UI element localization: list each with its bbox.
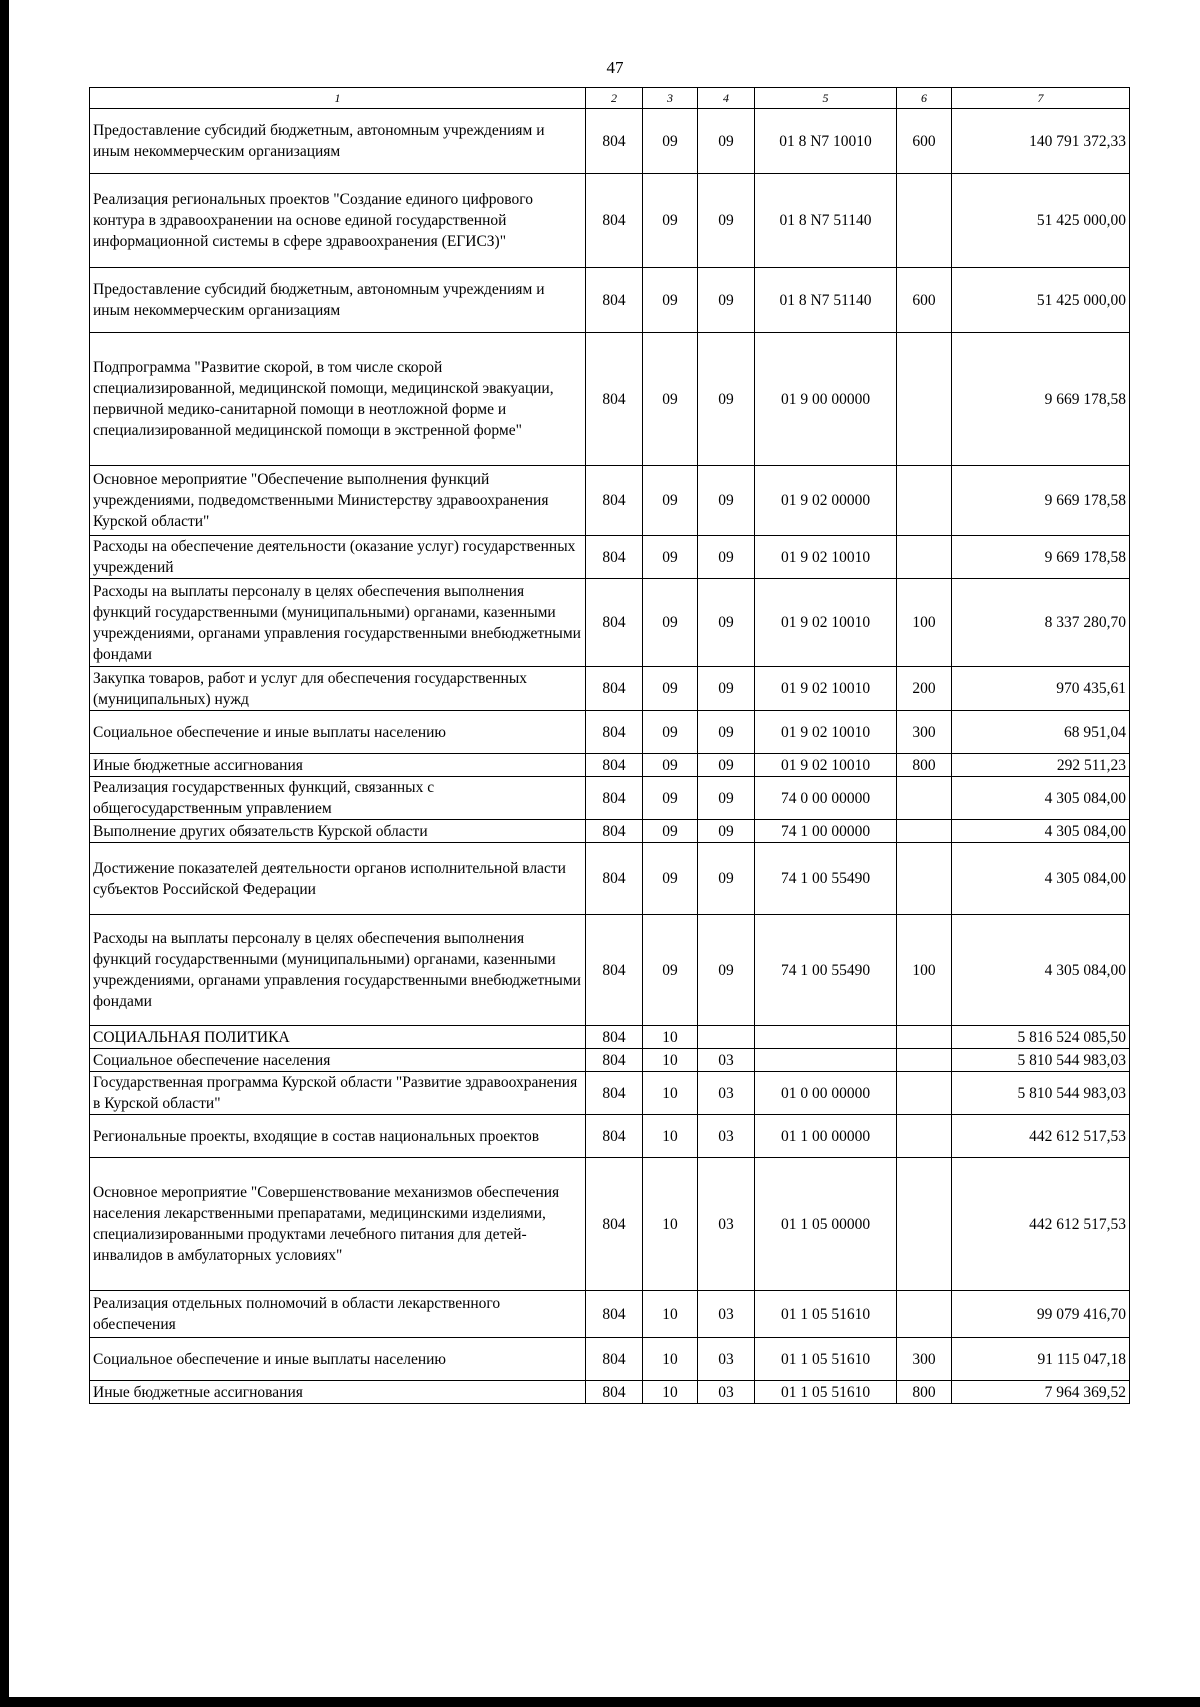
row-name: Социальное обеспечение и иные выплаты населению: [90, 711, 586, 754]
table-row: [90, 1026, 1130, 1049]
row-section: 09: [643, 711, 698, 754]
row-section: 10: [643, 1026, 698, 1049]
row-subsection: 09: [698, 333, 755, 466]
row-name: Выполнение других обязательств Курской области: [90, 820, 586, 843]
row-name: Предоставление субсидий бюджетным, автономным учреждениям и иным некоммерческим организациям: [90, 109, 586, 174]
row-amount: 91 115 047,18: [952, 1338, 1130, 1381]
row-name: Основное мероприятие "Совершенствование механизмов обеспечения населения лекарственными препаратами, медицинскими изделиями, специализированными продуктами лечебного питания для детей-инвалидов в амбулаторных условиях": [90, 1158, 586, 1291]
row-section: 09: [643, 915, 698, 1026]
table-row: [90, 174, 1130, 268]
row-name: Социальное обеспечение и иные выплаты населению: [90, 1338, 586, 1381]
row-subsection: 03: [698, 1338, 755, 1381]
row-subsection: 09: [698, 174, 755, 268]
row-expense-type: [897, 1291, 952, 1338]
header-cell: 1: [90, 88, 586, 109]
row-subsection: 03: [698, 1072, 755, 1115]
row-subsection: 09: [698, 466, 755, 536]
row-expense-type: 300: [897, 1338, 952, 1381]
row-amount: 99 079 416,70: [952, 1291, 1130, 1338]
row-section: 09: [643, 536, 698, 579]
table-row: [90, 915, 1130, 1026]
row-section: 09: [643, 843, 698, 915]
table-row: [90, 1338, 1130, 1381]
row-amount: 140 791 372,33: [952, 109, 1130, 174]
row-target-article: 01 0 00 00000: [755, 1072, 897, 1115]
row-subsection: 03: [698, 1381, 755, 1404]
row-target-article: 01 1 05 51610: [755, 1338, 897, 1381]
row-expense-type: [897, 174, 952, 268]
row-subsection: 09: [698, 109, 755, 174]
header-cell: 7: [952, 88, 1130, 109]
row-target-article: 01 9 02 10010: [755, 536, 897, 579]
row-subsection: 09: [698, 820, 755, 843]
row-target-article: [755, 1049, 897, 1072]
row-name: СОЦИАЛЬНАЯ ПОЛИТИКА: [90, 1026, 586, 1049]
row-expense-type: [897, 536, 952, 579]
row-amount: 4 305 084,00: [952, 843, 1130, 915]
row-expense-type: [897, 466, 952, 536]
row-section: 10: [643, 1158, 698, 1291]
row-admin-code: 804: [586, 466, 643, 536]
table-row: [90, 466, 1130, 536]
row-section: 09: [643, 820, 698, 843]
row-expense-type: [897, 1115, 952, 1158]
row-admin-code: 804: [586, 820, 643, 843]
row-subsection: 09: [698, 843, 755, 915]
row-target-article: [755, 1026, 897, 1049]
table-row: [90, 667, 1130, 711]
row-expense-type: 600: [897, 109, 952, 174]
row-target-article: 74 1 00 00000: [755, 820, 897, 843]
row-target-article: 01 9 02 00000: [755, 466, 897, 536]
row-expense-type: 200: [897, 667, 952, 711]
row-name: Расходы на выплаты персоналу в целях обеспечения выполнения функций государственными (муниципальными) органами, казенными учреждениями, органами управления государственными внебюджетными фондами: [90, 579, 586, 667]
row-section: 09: [643, 579, 698, 667]
row-target-article: 01 1 05 00000: [755, 1158, 897, 1291]
table-row: [90, 820, 1130, 843]
row-subsection: 09: [698, 777, 755, 820]
row-section: 09: [643, 109, 698, 174]
table-row: [90, 1291, 1130, 1338]
row-target-article: 01 8 N7 10010: [755, 109, 897, 174]
row-admin-code: 804: [586, 1026, 643, 1049]
row-subsection: 03: [698, 1158, 755, 1291]
table-row: [90, 109, 1130, 174]
row-amount: 9 669 178,58: [952, 333, 1130, 466]
row-name: Расходы на обеспечение деятельности (оказание услуг) государственных учреждений: [90, 536, 586, 579]
row-amount: 5 810 544 983,03: [952, 1072, 1130, 1115]
row-name: Государственная программа Курской области "Развитие здравоохранения в Курской области": [90, 1072, 586, 1115]
row-subsection: 09: [698, 268, 755, 333]
row-target-article: 01 9 02 10010: [755, 711, 897, 754]
row-admin-code: 804: [586, 109, 643, 174]
row-amount: 970 435,61: [952, 667, 1130, 711]
row-subsection: 09: [698, 711, 755, 754]
row-amount: 442 612 517,53: [952, 1115, 1130, 1158]
row-admin-code: 804: [586, 174, 643, 268]
row-name: Реализация государственных функций, связанных с общегосударственным управлением: [90, 777, 586, 820]
row-admin-code: 804: [586, 1072, 643, 1115]
table-row: [90, 1115, 1130, 1158]
row-name: Социальное обеспечение населения: [90, 1049, 586, 1072]
row-expense-type: 800: [897, 754, 952, 777]
row-name: Реализация региональных проектов "Создание единого цифрового контура в здравоохранении на основе единой государственной информационной системы в сфере здравоохранения (ЕГИСЗ)": [90, 174, 586, 268]
row-admin-code: 804: [586, 1291, 643, 1338]
row-target-article: 01 9 02 10010: [755, 754, 897, 777]
table-row: [90, 579, 1130, 667]
row-target-article: 01 1 05 51610: [755, 1381, 897, 1404]
row-amount: 8 337 280,70: [952, 579, 1130, 667]
table-row: [90, 1381, 1130, 1404]
row-section: 09: [643, 777, 698, 820]
row-target-article: 01 1 05 51610: [755, 1291, 897, 1338]
row-expense-type: 600: [897, 268, 952, 333]
row-amount: 7 964 369,52: [952, 1381, 1130, 1404]
row-admin-code: 804: [586, 333, 643, 466]
row-section: 10: [643, 1381, 698, 1404]
row-amount: 51 425 000,00: [952, 268, 1130, 333]
row-section: 09: [643, 174, 698, 268]
row-section: 10: [643, 1072, 698, 1115]
header-cell: 2: [586, 88, 643, 109]
row-subsection: 03: [698, 1115, 755, 1158]
row-admin-code: 804: [586, 1381, 643, 1404]
header-row: [90, 88, 1130, 109]
row-expense-type: [897, 333, 952, 466]
row-admin-code: 804: [586, 1115, 643, 1158]
row-section: 10: [643, 1049, 698, 1072]
table-row: [90, 1072, 1130, 1115]
row-amount: 292 511,23: [952, 754, 1130, 777]
row-target-article: 74 0 00 00000: [755, 777, 897, 820]
page-number: 47: [606, 58, 624, 77]
row-section: 09: [643, 667, 698, 711]
row-amount: 9 669 178,58: [952, 536, 1130, 579]
row-amount: 5 810 544 983,03: [952, 1049, 1130, 1072]
row-name: Подпрограмма "Развитие скорой, в том числе скорой специализированной, медицинской помощи, медицинской эвакуации, первичной медико-санитарной помощи в неотложной форме и специализированной медицинской помощи в экстренной форме": [90, 333, 586, 466]
row-subsection: 03: [698, 1291, 755, 1338]
row-target-article: 74 1 00 55490: [755, 843, 897, 915]
row-admin-code: 804: [586, 711, 643, 754]
row-subsection: 09: [698, 667, 755, 711]
table-row: [90, 333, 1130, 466]
row-expense-type: [897, 1072, 952, 1115]
row-subsection: 03: [698, 1049, 755, 1072]
row-admin-code: 804: [586, 777, 643, 820]
row-name: Предоставление субсидий бюджетным, автономным учреждениям и иным некоммерческим организациям: [90, 268, 586, 333]
table-row: [90, 1049, 1130, 1072]
header-cell: 5: [755, 88, 897, 109]
row-admin-code: 804: [586, 1049, 643, 1072]
row-name: Региональные проекты, входящие в состав национальных проектов: [90, 1115, 586, 1158]
row-amount: 4 305 084,00: [952, 915, 1130, 1026]
row-section: 10: [643, 1338, 698, 1381]
scan-edge-left: [0, 0, 9, 1707]
row-admin-code: 804: [586, 754, 643, 777]
table-row: [90, 536, 1130, 579]
header-cell: 6: [897, 88, 952, 109]
row-target-article: 01 8 N7 51140: [755, 268, 897, 333]
row-name: Иные бюджетные ассигнования: [90, 1381, 586, 1404]
table-row: [90, 843, 1130, 915]
row-expense-type: [897, 1026, 952, 1049]
row-expense-type: [897, 843, 952, 915]
table-row: [90, 754, 1130, 777]
row-target-article: 01 8 N7 51140: [755, 174, 897, 268]
row-name: Достижение показателей деятельности органов исполнительной власти субъектов Российской Федерации: [90, 843, 586, 915]
row-name: Иные бюджетные ассигнования: [90, 754, 586, 777]
row-admin-code: 804: [586, 536, 643, 579]
row-subsection: 09: [698, 754, 755, 777]
table-row: [90, 711, 1130, 754]
row-amount: 68 951,04: [952, 711, 1130, 754]
row-name: Закупка товаров, работ и услуг для обеспечения государственных (муниципальных) нужд: [90, 667, 586, 711]
row-section: 09: [643, 466, 698, 536]
row-target-article: 01 9 02 10010: [755, 667, 897, 711]
row-amount: 4 305 084,00: [952, 820, 1130, 843]
row-subsection: 09: [698, 579, 755, 667]
budget-table: [89, 87, 1130, 1404]
row-admin-code: 804: [586, 579, 643, 667]
row-target-article: 01 9 00 00000: [755, 333, 897, 466]
row-admin-code: 804: [586, 1338, 643, 1381]
table-row: [90, 1158, 1130, 1291]
row-admin-code: 804: [586, 915, 643, 1026]
row-section: 10: [643, 1291, 698, 1338]
row-amount: 9 669 178,58: [952, 466, 1130, 536]
row-amount: 5 816 524 085,50: [952, 1026, 1130, 1049]
row-subsection: [698, 1026, 755, 1049]
row-expense-type: [897, 1049, 952, 1072]
row-amount: 4 305 084,00: [952, 777, 1130, 820]
row-target-article: 01 9 02 10010: [755, 579, 897, 667]
row-subsection: 09: [698, 915, 755, 1026]
row-section: 10: [643, 1115, 698, 1158]
row-target-article: 01 1 00 00000: [755, 1115, 897, 1158]
row-expense-type: [897, 1158, 952, 1291]
row-section: 09: [643, 754, 698, 777]
row-name: Реализация отдельных полномочий в области лекарственного обеспечения: [90, 1291, 586, 1338]
row-expense-type: 100: [897, 579, 952, 667]
row-admin-code: 804: [586, 268, 643, 333]
row-subsection: 09: [698, 536, 755, 579]
row-name: Расходы на выплаты персоналу в целях обеспечения выполнения функций государственными (муниципальными) органами, казенными учреждениями, органами управления государственными внебюджетными фондами: [90, 915, 586, 1026]
header-cell: 3: [643, 88, 698, 109]
row-admin-code: 804: [586, 1158, 643, 1291]
header-cell: 4: [698, 88, 755, 109]
row-section: 09: [643, 268, 698, 333]
table-row: [90, 268, 1130, 333]
row-expense-type: [897, 777, 952, 820]
table-row: [90, 777, 1130, 820]
row-expense-type: 300: [897, 711, 952, 754]
row-expense-type: [897, 820, 952, 843]
row-amount: 51 425 000,00: [952, 174, 1130, 268]
scan-edge-bottom: [0, 1697, 1200, 1707]
row-name: Основное мероприятие "Обеспечение выполнения функций учреждениями, подведомственными Министерству здравоохранения Курской области": [90, 466, 586, 536]
row-target-article: 74 1 00 55490: [755, 915, 897, 1026]
row-section: 09: [643, 333, 698, 466]
row-expense-type: 800: [897, 1381, 952, 1404]
row-amount: 442 612 517,53: [952, 1158, 1130, 1291]
row-admin-code: 804: [586, 843, 643, 915]
row-admin-code: 804: [586, 667, 643, 711]
row-expense-type: 100: [897, 915, 952, 1026]
